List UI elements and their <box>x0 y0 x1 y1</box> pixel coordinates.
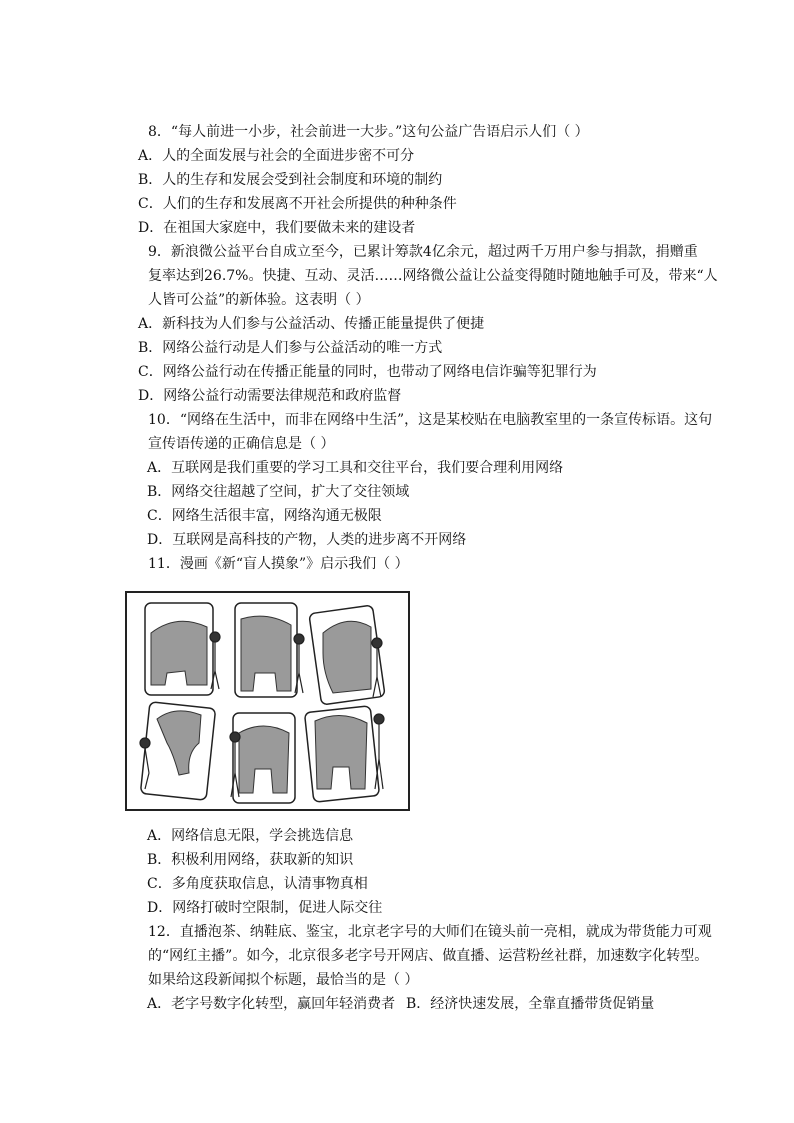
question-8-stem: 8．“每人前进一小步，社会前进一大步。”这句公益广告语启示人们（ ） <box>148 124 589 140</box>
question-12-stem-line-1: 12．直播泡茶、纳鞋底、鉴宝，北京老字号的大师们在镜头前一亮相，就成为带货能力可观 <box>148 924 712 940</box>
question-9-option-b: B．网络公益行动是人们参与公益活动的唯一方式 <box>138 340 443 356</box>
question-11-option-d: D．网络打破时空限制，促进人际交往 <box>147 900 383 916</box>
elephant-part-5 <box>239 726 289 793</box>
elephant-part-1 <box>151 621 207 685</box>
question-9-option-d: D．网络公益行动需要法律规范和政府监督 <box>138 388 402 404</box>
question-12-option-b: B．经济快速发展，全靠直播带货促销量 <box>406 996 655 1012</box>
question-10-option-d: D．互联网是高科技的产物，人类的进步离不开网络 <box>147 532 467 548</box>
cartoon-blind-men-elephant <box>125 591 410 811</box>
figure-head-1 <box>210 632 220 642</box>
figure-head-5 <box>230 732 240 742</box>
question-9-option-c: C．网络公益行动在传播正能量的同时，也带动了网络电信诈骗等犯罪行为 <box>138 364 597 380</box>
question-12-option-a: A．老字号数字化转型，赢回年轻消费者 <box>147 996 396 1012</box>
elephant-part-6 <box>315 715 367 789</box>
figure-head-2 <box>294 634 304 644</box>
question-9-stem-line-3: 人皆可公益”的新体验。这表明（ ） <box>148 292 370 308</box>
question-11-stem: 11．漫画《新“盲人摸象”》启示我们（ ） <box>148 556 409 572</box>
question-10-option-a: A．互联网是我们重要的学习工具和交往平台，我们要合理利用网络 <box>147 460 564 476</box>
figure-head-4 <box>140 738 150 748</box>
question-10-stem-line-2: 宣传语传递的正确信息是（ ） <box>148 436 335 452</box>
question-10-option-b: B．网络交往超越了空间，扩大了交往领域 <box>147 484 410 500</box>
elephant-part-3 <box>323 621 371 693</box>
question-8-option-c: C．人们的生存和发展离不开社会所提供的种种条件 <box>138 196 457 212</box>
elephant-part-4 <box>157 711 201 775</box>
question-10-stem-line-1: 10．“网络在生活中，而非在网络中生活”，这是某校贴在电脑教室里的一条宣传标语。这句 <box>148 412 713 428</box>
elephant-part-2 <box>241 616 291 691</box>
question-11-option-b: B．积极利用网络，获取新的知识 <box>147 852 354 868</box>
question-11-option-a: A．网络信息无限，学会挑选信息 <box>147 828 354 844</box>
question-8-option-b: B．人的生存和发展会受到社会制度和环境的制约 <box>138 172 443 188</box>
question-11-option-c: C．多角度获取信息，认清事物真相 <box>147 876 368 892</box>
question-9-stem-line-1: 9．新浪微公益平台自成立至今，已累计筹款4亿余元，超过两千万用户参与捐款，捐赠重 <box>148 244 698 260</box>
question-8-option-d: D．在祖国大家庭中，我们要做未来的建设者 <box>138 220 416 236</box>
question-9-option-a: A．新科技为人们参与公益活动、传播正能量提供了便捷 <box>138 316 485 332</box>
figure-head-3 <box>372 638 382 648</box>
question-8-option-a: A．人的全面发展与社会的全面进步密不可分 <box>138 148 415 164</box>
cartoon-drawing <box>127 593 408 809</box>
figure-head-6 <box>374 714 384 724</box>
question-12-stem-line-2: 的“网红主播”。如今，北京很多老字号开网店、做直播、运营粉丝社群，加速数字化转型。 <box>148 948 709 964</box>
question-9-stem-line-2: 复率达到26.7%。快捷、互动、灵活……网络微公益让公益变得随时随地触手可及，带来“人 <box>148 268 718 284</box>
question-12-stem-line-3: 如果给这段新闻拟个标题，最恰当的是（ ） <box>148 972 419 988</box>
question-10-option-c: C．网络生活很丰富，网络沟通无极限 <box>147 508 382 524</box>
